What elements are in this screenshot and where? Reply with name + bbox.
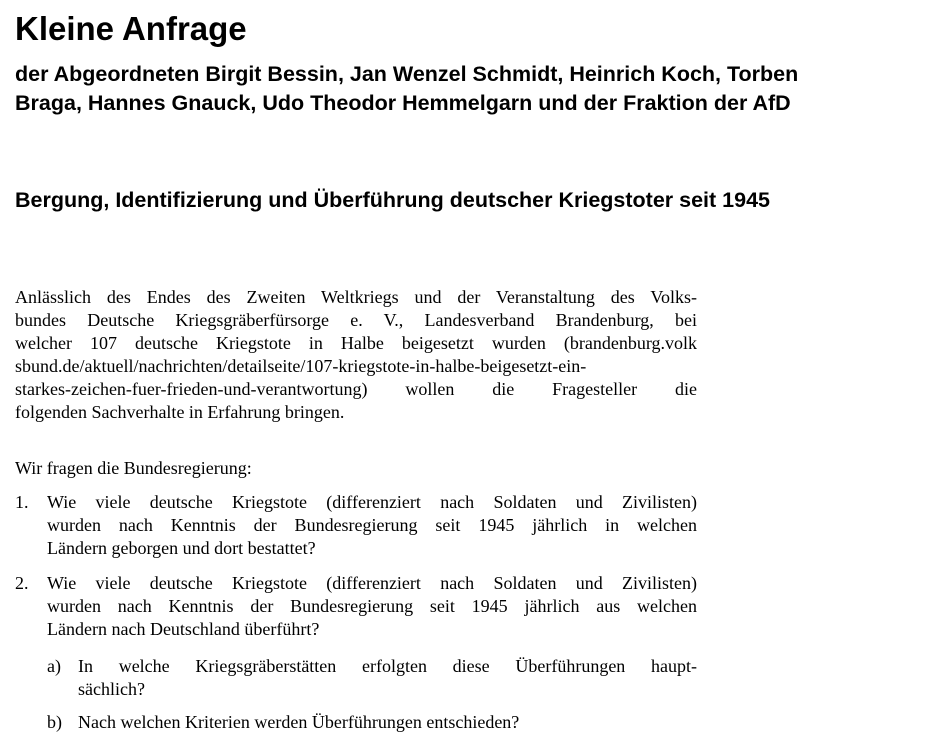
subquestion-line: Nach welchen Kriterien werden Überführungen entschieden? <box>78 712 520 732</box>
authors-block <box>15 60 920 118</box>
subquestion-letter: b) <box>47 712 62 732</box>
question-line: Wie viele deutsche Kriegstote (differenziert nach Soldaten und Zivilisten) <box>47 492 697 512</box>
authors-line: Braga, Hannes Gnauck, Udo Theodor Hemmelgarn und der Fraktion der AfD <box>15 91 791 115</box>
question-text <box>47 572 697 641</box>
subquestion-line: sächlich? <box>78 679 145 699</box>
question-line: wurden nach Kenntnis der Bundesregierung seit 1945 jährlich aus welchen <box>47 596 697 616</box>
question-number: 1. <box>15 492 29 512</box>
question-number: 2. <box>15 573 29 593</box>
intro-line: folgenden Sachverhalte in Erfahrung bringen. <box>15 402 345 422</box>
subquestion-text <box>78 711 697 734</box>
subject-heading: Bergung, Identifizierung und Überführung deutscher Kriegstoter seit 1945 <box>15 188 770 212</box>
subquestion-line: In welche Kriegsgräberstätten erfolgten diese Überführungen haupt- <box>78 656 697 676</box>
document-type-title: Kleine Anfrage <box>15 10 247 47</box>
question-line: Wie viele deutsche Kriegstote (differenziert nach Soldaten und Zivilisten) <box>47 573 697 593</box>
intro-line: sbund.de/aktuell/nachrichten/detailseite/107-kriegstote-in-halbe-beigesetzt-ein- <box>15 356 587 376</box>
intro-line: bundes Deutsche Kriegsgräberfürsorge e. V., Landesverband Brandenburg, bei <box>15 310 697 330</box>
authors-line: der Abgeordneten Birgit Bessin, Jan Wenzel Schmidt, Heinrich Koch, Torben <box>15 62 799 86</box>
intro-line: welcher 107 deutsche Kriegstote in Halbe beigesetzt wurden (brandenburg.volk <box>15 333 697 353</box>
question-text <box>47 491 697 560</box>
question-line: wurden nach Kenntnis der Bundesregierung seit 1945 jährlich in welchen <box>47 515 697 535</box>
subquestion-text <box>78 655 697 701</box>
question-line: Ländern geborgen und dort bestattet? <box>47 538 316 558</box>
subquestion-letter: a) <box>47 656 61 676</box>
question-lead: Wir fragen die Bundesregierung: <box>15 458 252 478</box>
intro-line: Anlässlich des Endes des Zweiten Weltkriegs und der Veranstaltung des Volks- <box>15 287 697 307</box>
intro-line: starkes-zeichen-fuer-frieden-und-verantwortung) wollen die Fragesteller die <box>15 379 697 399</box>
intro-paragraph <box>15 286 697 424</box>
question-line: Ländern nach Deutschland überführt? <box>47 619 320 639</box>
